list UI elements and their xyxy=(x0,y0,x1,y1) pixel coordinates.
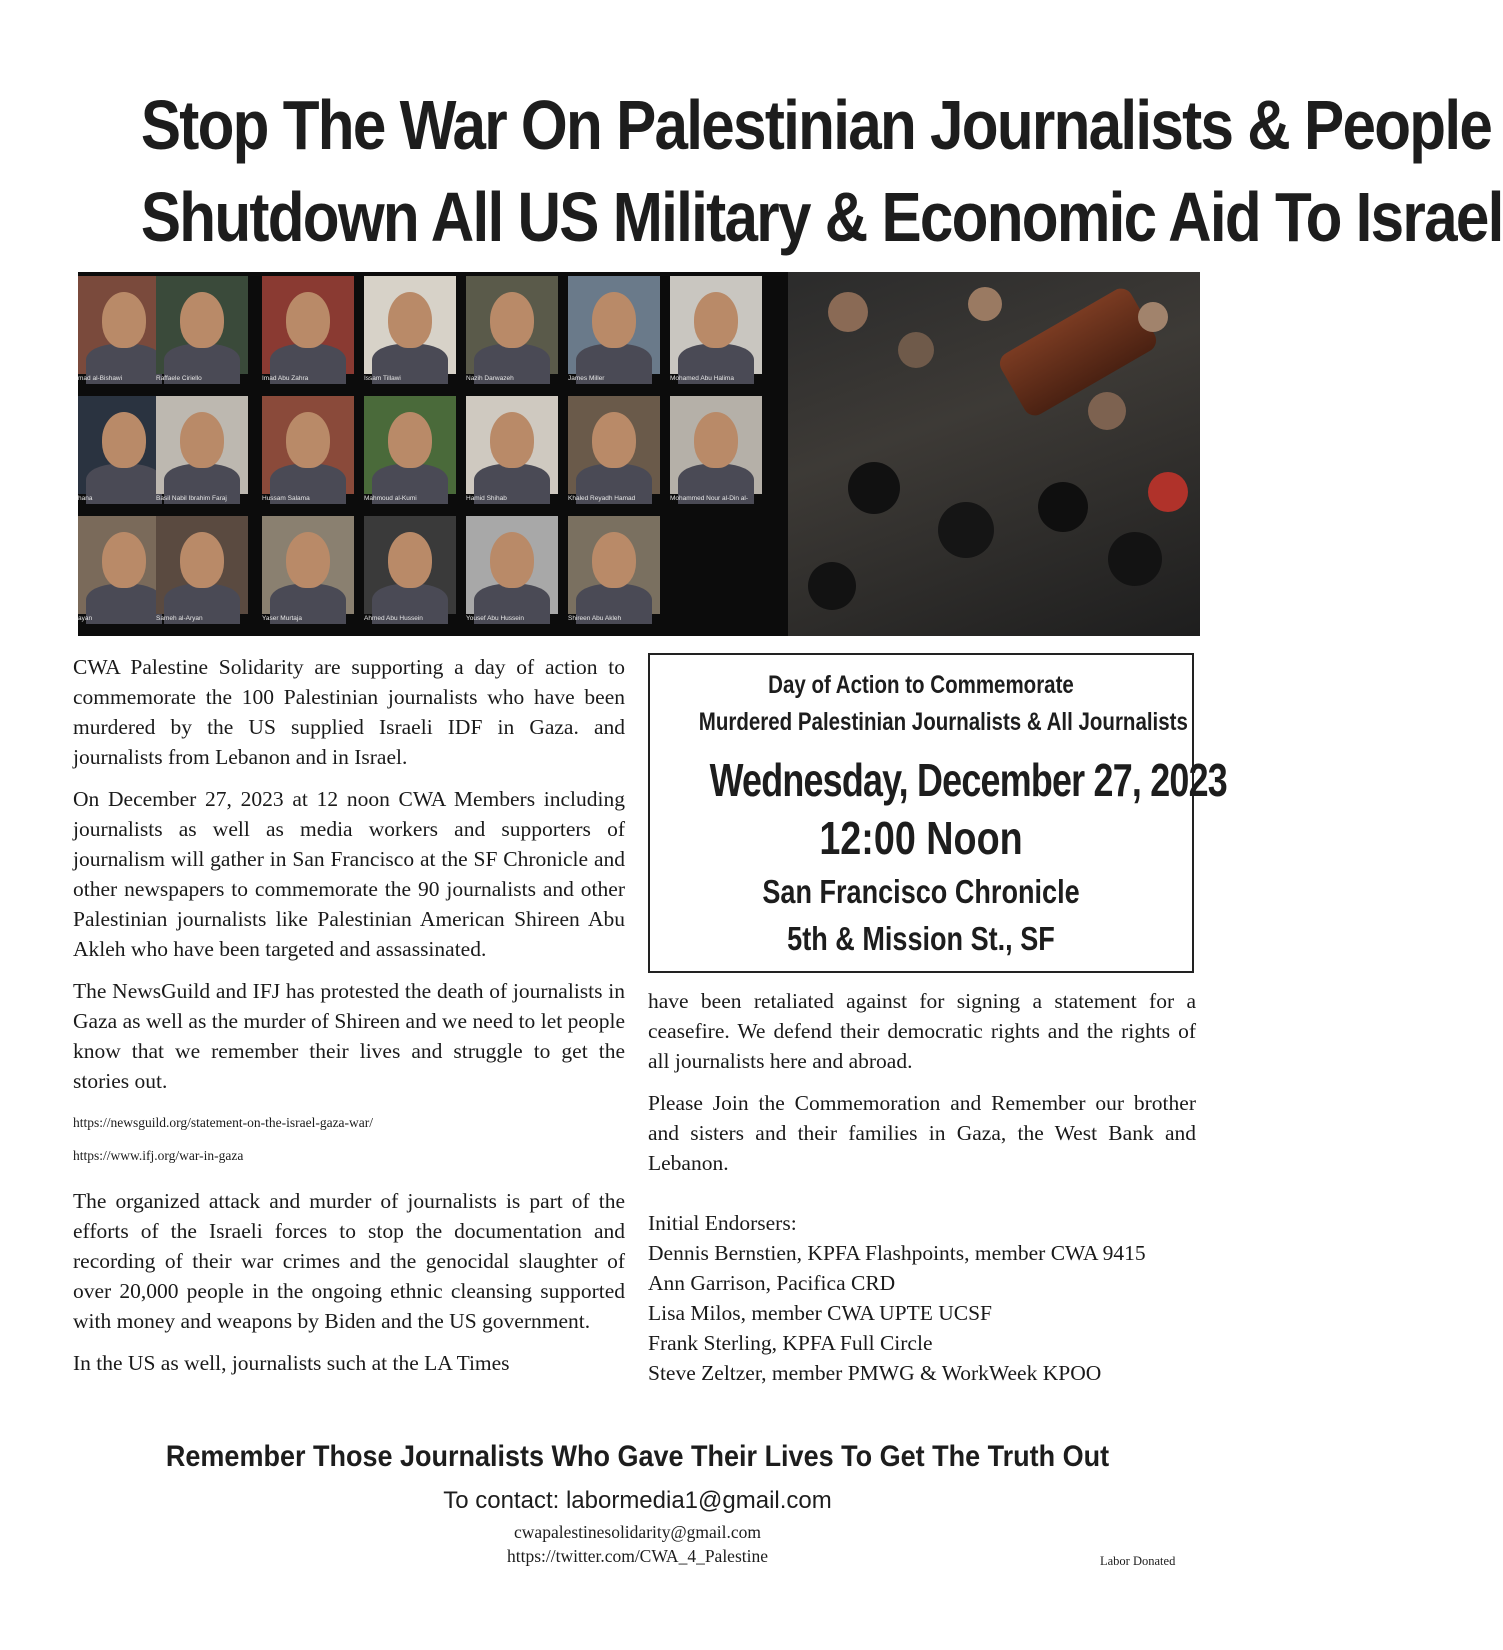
reference-links xyxy=(73,1112,625,1166)
portrait-head-shape xyxy=(490,412,534,468)
portrait-head-shape xyxy=(180,532,224,588)
journalist-portrait xyxy=(568,396,660,510)
journalist-portraits-grid xyxy=(78,272,788,636)
portrait-head-shape xyxy=(180,412,224,468)
headline-line-1: Stop The War On Palestinian Journalists & People xyxy=(140,86,1492,164)
portrait-head-shape xyxy=(102,292,146,348)
portrait-head-shape xyxy=(286,532,330,588)
portrait-head-shape xyxy=(694,292,738,348)
journalist-portrait xyxy=(568,276,660,390)
portrait-photo xyxy=(156,396,248,494)
event-date: Wednesday, December 27, 2023 xyxy=(709,754,1227,806)
portrait-caption: Mohammed Nour al-Din al- xyxy=(670,495,749,502)
journalist-portrait xyxy=(364,276,456,390)
portrait-caption: Hamid Shihab xyxy=(466,495,507,502)
portrait-head-shape xyxy=(490,532,534,588)
journalist-portrait xyxy=(466,276,558,390)
journalist-portrait xyxy=(156,396,248,510)
portrait-photo xyxy=(568,396,660,494)
portrait-photo xyxy=(262,396,354,494)
attack-paragraph: The organized attack and murder of journalists is part of the efforts of the Israeli forces to stop the documentation and recording of their war crimes and the genocidal slaughter of over 20,000 people in the ongoing ethnic cleansing supported with money and weapons by Biden and the US government. xyxy=(73,1189,625,1333)
portrait-head-shape xyxy=(388,532,432,588)
portrait-head-shape xyxy=(592,532,636,588)
remember-banner: Remember Those Journalists Who Gave Their Lives To Get The Truth Out xyxy=(165,1440,1110,1473)
funeral-procession-photo xyxy=(788,272,1200,636)
portrait-photo xyxy=(364,276,456,374)
portrait-photo xyxy=(262,276,354,374)
police-helmet xyxy=(848,462,900,514)
portrait-head-shape xyxy=(102,532,146,588)
journalist-portrait xyxy=(156,516,248,630)
portrait-caption: Basil Nabil Ibrahim Faraj xyxy=(156,495,227,502)
event-box xyxy=(648,653,1227,973)
crowd-figure xyxy=(828,292,868,332)
newsguild-paragraph: The NewsGuild and IFJ has protested the death of journalists in Gaza as well as the murder of Shireen and we need to let people know that we remember their lives and struggle to get the stories out. xyxy=(73,979,625,1093)
portrait-head-shape xyxy=(180,292,224,348)
portrait-caption: ayan xyxy=(78,615,93,622)
portrait-caption: Mahmoud al-Kumi xyxy=(364,495,417,502)
journalist-portrait xyxy=(670,276,762,390)
portrait-caption: Sameh al-Aryan xyxy=(156,615,203,622)
endorser-item: Frank Sterling, KPFA Full Circle xyxy=(648,1331,933,1355)
journalist-portrait xyxy=(568,516,660,630)
portrait-photo xyxy=(568,516,660,614)
portrait-head-shape xyxy=(388,292,432,348)
portrait-caption: Issam Tillawi xyxy=(364,375,401,382)
crowd-figure xyxy=(1088,392,1126,430)
portrait-caption: Hussam Salama xyxy=(262,495,310,502)
police-helmet xyxy=(1108,532,1162,586)
photo-banner xyxy=(78,272,1200,636)
portrait-photo xyxy=(156,276,248,374)
portrait-head-shape xyxy=(286,412,330,468)
event-time: 12:00 Noon xyxy=(819,812,1023,864)
portrait-head-shape xyxy=(592,412,636,468)
portrait-head-shape xyxy=(388,412,432,468)
portrait-photo xyxy=(568,276,660,374)
portrait-caption: James Miller xyxy=(568,375,605,382)
intro-paragraph: CWA Palestine Solidarity are supporting a day of action to commemorate the 100 Palestinian journalists who have been murdered by the US supplied Israeli IDF in Gaza. and journalists from Lebanon and in Israel. xyxy=(73,655,625,769)
journalist-portrait xyxy=(364,396,456,510)
right-column xyxy=(648,986,1196,1388)
portrait-head-shape xyxy=(102,412,146,468)
portrait-photo xyxy=(670,396,762,494)
join-paragraph: Please Join the Commemoration and Remember our brother and sisters and their families in Gaza, the West Bank and Lebanon. xyxy=(648,1091,1196,1175)
portrait-caption: Nazih Darwazeh xyxy=(466,375,514,382)
portrait-head-shape xyxy=(592,292,636,348)
journalist-portrait xyxy=(262,276,354,390)
endorsers-label: Initial Endorsers: xyxy=(648,1211,797,1235)
portrait-caption: Raffaele Ciriello xyxy=(156,375,202,382)
retaliation-paragraph: have been retaliated against for signing a statement for a ceasefire. We defend their democratic rights and the rights of all journalists here and abroad. xyxy=(648,989,1196,1073)
event-venue: San Francisco Chronicle xyxy=(762,873,1080,910)
endorsers-list xyxy=(648,1208,1196,1388)
journalist-portrait xyxy=(670,396,762,510)
portrait-photo xyxy=(364,516,456,614)
crowd-figure xyxy=(898,332,934,368)
twitter-link[interactable]: https://twitter.com/CWA_4_Palestine xyxy=(506,1546,769,1566)
journalist-portrait xyxy=(262,396,354,510)
police-helmet xyxy=(938,502,994,558)
gathering-paragraph: On December 27, 2023 at 12 noon CWA Members including journalists as well as media workers and supporters of journalism will gather in San Francisco at the SF Chronicle and other newspapers to commemorate the 90 journalists and other Palestinian journalists like Palestinian American Shireen Abu Akleh who have been targeted and assassinated. xyxy=(73,787,625,961)
portrait-photo xyxy=(156,516,248,614)
newsguild-link[interactable]: https://newsguild.org/statement-on-the-israel-gaza-war/ xyxy=(73,1115,374,1130)
portrait-caption: Mohamed Abu Halima xyxy=(670,375,734,382)
headline-line-2: Shutdown All US Military & Economic Aid To Israel xyxy=(140,178,1503,256)
portrait-photo xyxy=(466,396,558,494)
portrait-photo xyxy=(670,276,762,374)
police-helmet xyxy=(808,562,856,610)
journalist-portrait xyxy=(466,396,558,510)
police-helmet xyxy=(1038,482,1088,532)
portrait-caption: Shireen Abu Akleh xyxy=(568,615,622,622)
portrait-photo xyxy=(466,276,558,374)
portrait-caption: Ahmed Abu Hussein xyxy=(364,615,423,622)
endorser-item: Dennis Bernstien, KPFA Flashpoints, member CWA 9415 xyxy=(648,1241,1146,1265)
crowd-figure xyxy=(968,287,1002,321)
journalist-portrait xyxy=(156,276,248,390)
portrait-caption: mad al-Bishawi xyxy=(78,375,123,382)
portrait-caption: Khaled Reyadh Hamad xyxy=(568,495,636,502)
portrait-caption: Yaser Murtaja xyxy=(262,615,302,622)
journalist-portrait xyxy=(262,516,354,630)
us-journalists-paragraph: In the US as well, journalists such at the LA Times xyxy=(73,1351,510,1375)
endorser-item: Steve Zeltzer, member PMWG & WorkWeek KPOO xyxy=(648,1361,1102,1385)
endorser-item: Lisa Milos, member CWA UPTE UCSF xyxy=(648,1301,993,1325)
crowd-figure xyxy=(1138,302,1168,332)
portrait-head-shape xyxy=(286,292,330,348)
labor-donated-credit: Labor Donated xyxy=(1100,1554,1176,1568)
coffin-shape xyxy=(996,284,1161,420)
portrait-photo xyxy=(262,516,354,614)
crowd-figure xyxy=(1148,472,1188,512)
portrait-caption: hana xyxy=(78,495,93,502)
ifj-link[interactable]: https://www.ifj.org/war-in-gaza xyxy=(73,1148,244,1163)
contact-email[interactable]: To contact: labormedia1@gmail.com xyxy=(443,1487,832,1514)
event-address: 5th & Mission St., SF xyxy=(787,920,1055,957)
portrait-photo xyxy=(466,516,558,614)
portrait-caption: Imad Abu Zahra xyxy=(262,375,309,382)
journalist-portrait xyxy=(364,516,456,630)
endorser-item: Ann Garrison, Pacifica CRD xyxy=(648,1271,896,1295)
event-subtitle-1: Day of Action to Commemorate xyxy=(768,671,1074,699)
portrait-caption: Yousef Abu Hussein xyxy=(466,615,524,622)
left-column xyxy=(73,652,625,1390)
solidarity-email[interactable]: cwapalestinesolidarity@gmail.com xyxy=(514,1522,761,1542)
portrait-head-shape xyxy=(694,412,738,468)
portrait-head-shape xyxy=(490,292,534,348)
journalist-portrait xyxy=(466,516,558,630)
portrait-photo xyxy=(364,396,456,494)
event-subtitle-2: Murdered Palestinian Journalists & All Journalists xyxy=(698,708,1188,736)
